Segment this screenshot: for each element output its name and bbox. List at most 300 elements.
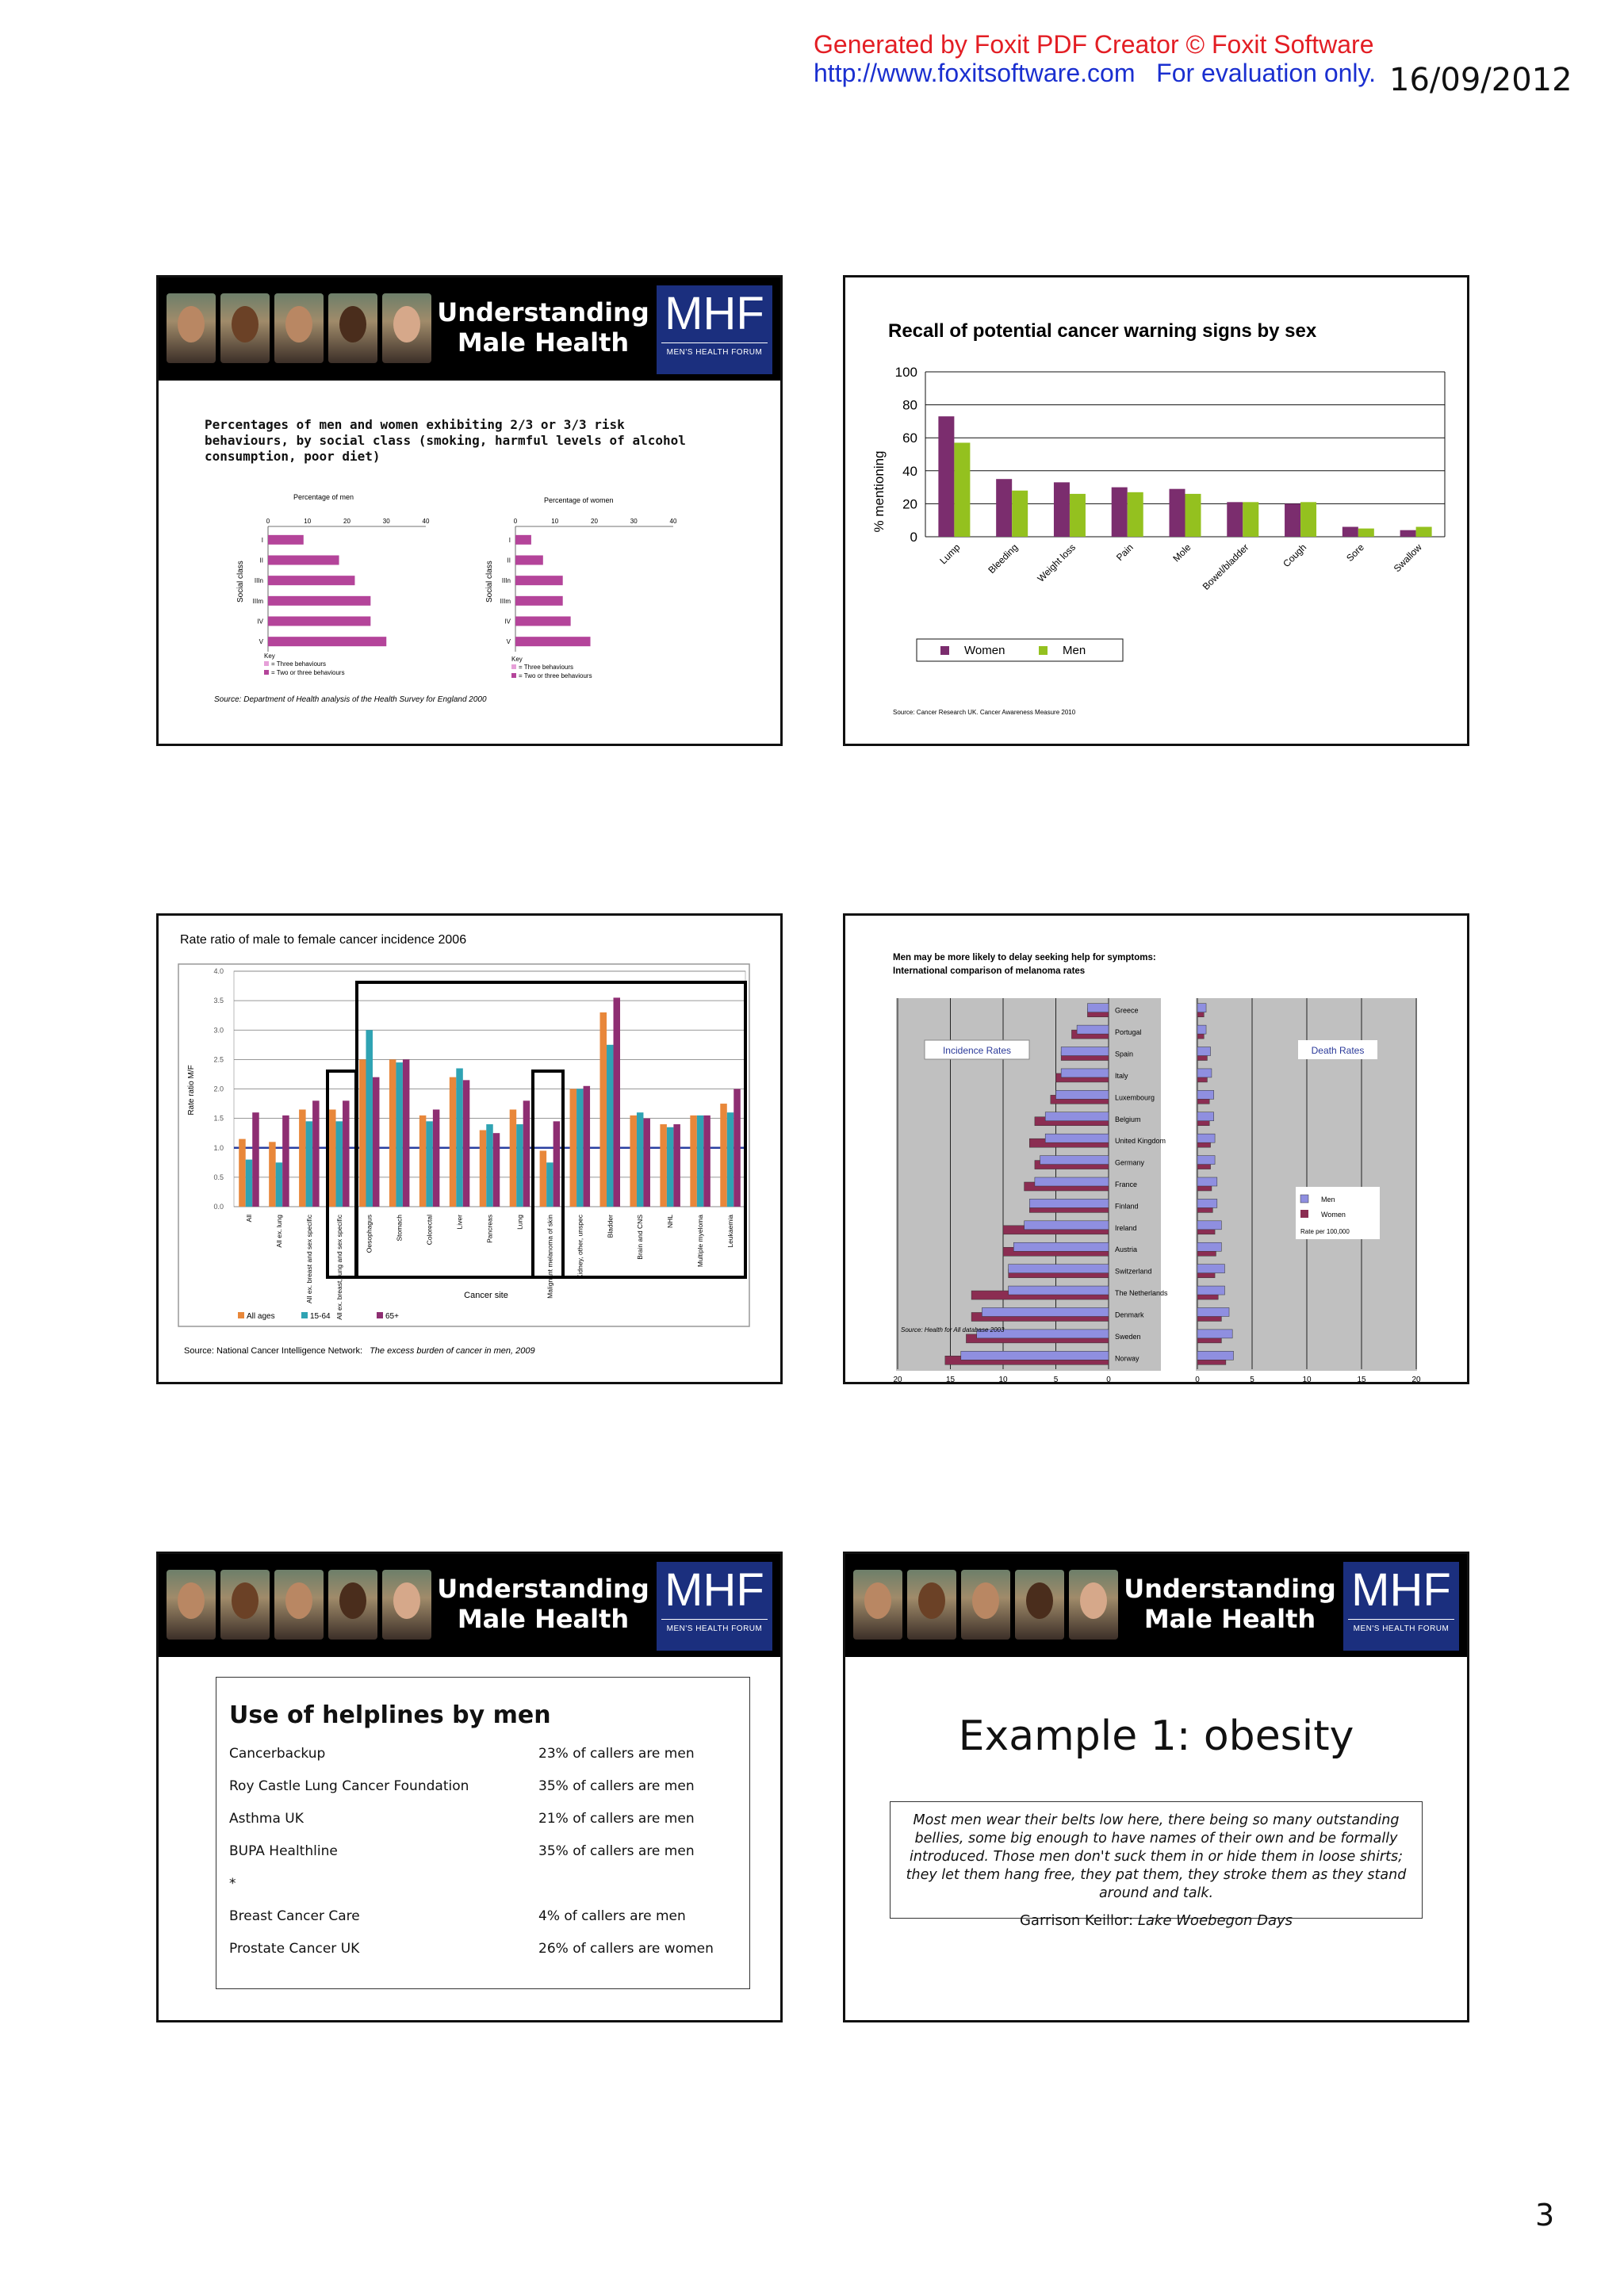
men-category-label: V bbox=[259, 638, 263, 646]
bar-all-ages bbox=[540, 1150, 547, 1207]
bar-15-64 bbox=[456, 1069, 463, 1207]
women-x-tick: 30 bbox=[630, 518, 638, 525]
bar-65- bbox=[523, 1100, 530, 1207]
incidence-bar-men bbox=[961, 1351, 1109, 1360]
x-axis-label: Cancer site bbox=[464, 1291, 508, 1300]
men-bar bbox=[268, 576, 354, 585]
country-label: United Kingdom bbox=[1115, 1137, 1166, 1146]
helpline-name: * bbox=[229, 1876, 236, 1892]
portrait-image bbox=[853, 1570, 902, 1640]
y-axis-label: % mentioning bbox=[871, 450, 887, 533]
y-tick-label: 0.0 bbox=[213, 1203, 224, 1211]
death-bar-men bbox=[1197, 1177, 1217, 1186]
incidence-bar-men bbox=[1045, 1134, 1109, 1142]
bar-15-64 bbox=[336, 1121, 343, 1207]
bar-men bbox=[954, 442, 970, 537]
bar-65- bbox=[433, 1109, 440, 1207]
death-bar-men bbox=[1197, 1156, 1215, 1165]
chart-title: Recall of potential cancer warning signs by sex bbox=[888, 320, 1317, 342]
death-bar-men bbox=[1197, 1004, 1206, 1012]
incidence-bar-men bbox=[1061, 1047, 1109, 1056]
slide-banner bbox=[845, 1554, 1467, 1657]
death-bar-men bbox=[1197, 1199, 1217, 1207]
slide-heading: Example 1: obesity bbox=[958, 1712, 1354, 1760]
table-row bbox=[229, 1778, 745, 1811]
legend-swatch-men bbox=[1300, 1195, 1308, 1203]
women-category-label: IV bbox=[504, 618, 511, 626]
page-number: 3 bbox=[1535, 2198, 1555, 2233]
x-tick-label: 5 bbox=[1250, 1376, 1254, 1384]
y-tick-label: 80 bbox=[902, 397, 917, 413]
women-category-label: I bbox=[508, 536, 511, 544]
bar-65- bbox=[463, 1080, 470, 1207]
legend-men: Men bbox=[1063, 644, 1086, 657]
bar-men bbox=[1070, 494, 1086, 537]
bar-65- bbox=[373, 1077, 380, 1207]
country-label: Denmark bbox=[1115, 1311, 1144, 1319]
incidence-label: Incidence Rates bbox=[942, 1045, 1012, 1056]
legend-swatch bbox=[238, 1312, 244, 1318]
y-tick-label: 4.0 bbox=[213, 967, 224, 975]
key-two-swatch bbox=[264, 670, 269, 675]
men-bar bbox=[268, 556, 339, 565]
table-row bbox=[229, 1746, 745, 1778]
women-bar bbox=[515, 576, 563, 585]
bar-65- bbox=[584, 1086, 591, 1207]
women-bar bbox=[515, 556, 543, 565]
bar-women bbox=[1170, 489, 1185, 537]
death-bar-men bbox=[1197, 1047, 1211, 1056]
x-tick-label: Stomach bbox=[395, 1215, 404, 1242]
incidence-bar-men bbox=[1087, 1004, 1109, 1012]
men-category-label: I bbox=[261, 536, 263, 544]
quote-box bbox=[890, 1801, 1423, 1929]
legend-65plus: 65+ bbox=[385, 1312, 399, 1321]
helplines-heading: Use of helplines by men bbox=[229, 1701, 551, 1729]
risk-charts bbox=[159, 277, 783, 746]
bar-men bbox=[1012, 491, 1028, 537]
bar-15-64 bbox=[486, 1124, 493, 1207]
death-bar-men bbox=[1197, 1307, 1229, 1316]
bar-women bbox=[996, 479, 1012, 537]
y-tick-label: 0.5 bbox=[213, 1173, 224, 1181]
legend-swatch bbox=[377, 1312, 383, 1318]
bar-15-64 bbox=[516, 1124, 523, 1207]
helpline-value: 23% of callers are men bbox=[538, 1746, 695, 1762]
death-bar-men bbox=[1197, 1265, 1225, 1273]
portrait-image bbox=[220, 1570, 270, 1640]
bar-men bbox=[1358, 529, 1374, 537]
slide-melanoma bbox=[843, 913, 1469, 1384]
women-category-label: V bbox=[506, 638, 511, 646]
country-label: Austria bbox=[1115, 1246, 1138, 1254]
slide-source: Source: National Cancer Intelligence Network: The excess burden of cancer in men, 2009 bbox=[184, 1346, 535, 1356]
men-category-label: II bbox=[259, 557, 263, 564]
x-tick-label: Bladder bbox=[606, 1215, 615, 1238]
bar-15-64 bbox=[697, 1115, 704, 1207]
men-bar bbox=[268, 617, 370, 626]
quote-text: Most men wear their belts low here, there being so many outstanding bellies, some big enough to have names of their own and be formally introduced. Those men don't suck them in or hide them in loose shirts; they let them hang free, they pat them, they stroke them as they stand around and talk. bbox=[906, 1812, 1407, 1901]
men-bar bbox=[268, 596, 370, 606]
y-tick-label: 3.0 bbox=[213, 1026, 224, 1035]
men-x-tick: 0 bbox=[266, 518, 270, 525]
x-tick-label: NHL bbox=[666, 1215, 675, 1229]
slide-warning-signs bbox=[843, 275, 1469, 746]
bar-all-ages bbox=[450, 1077, 457, 1207]
bar-all-ages bbox=[510, 1109, 517, 1207]
portrait-image bbox=[167, 1570, 216, 1640]
women-bar bbox=[515, 637, 591, 646]
bar-65- bbox=[403, 1059, 410, 1207]
bar-men bbox=[1243, 502, 1258, 537]
mhf-logo: MHF MEN'S HEALTH FORUM bbox=[1343, 1562, 1459, 1651]
helpline-value: 26% of callers are women bbox=[538, 1941, 714, 1957]
table-row bbox=[229, 1941, 745, 1973]
country-label: Portugal bbox=[1115, 1028, 1142, 1037]
portrait-strip bbox=[853, 1570, 1118, 1640]
bar-15-64 bbox=[396, 1062, 403, 1207]
bar-15-64 bbox=[637, 1112, 644, 1207]
portrait-strip bbox=[167, 1570, 431, 1640]
y-tick-label: 2.5 bbox=[213, 1055, 224, 1064]
key-three-swatch bbox=[264, 661, 269, 666]
legend-swatch-women bbox=[940, 646, 949, 655]
helpline-name: Breast Cancer Care bbox=[229, 1908, 360, 1924]
country-label: Sweden bbox=[1115, 1332, 1141, 1341]
chart-title-line2: International comparison of melanoma rates bbox=[893, 966, 1086, 976]
x-tick-label: Lump bbox=[937, 541, 963, 567]
helpline-name: Prostate Cancer UK bbox=[229, 1941, 360, 1957]
legend-swatch-men bbox=[1039, 646, 1048, 655]
slide-source: Source: Health for All database 2003 bbox=[901, 1326, 1005, 1334]
women-category-label: II bbox=[507, 557, 511, 564]
country-label: Norway bbox=[1115, 1354, 1139, 1363]
men-chart-title: Percentage of men bbox=[293, 493, 354, 501]
mhf-logo: MHF MEN'S HEALTH FORUM bbox=[657, 285, 772, 374]
bar-all-ages bbox=[480, 1130, 487, 1207]
watermark-line1: Generated by Foxit PDF Creator © Foxit Software bbox=[814, 30, 1374, 59]
page-date: 16/09/2012 bbox=[1389, 62, 1572, 98]
x-tick-label: 0 bbox=[1106, 1376, 1111, 1384]
women-category-label: IIIn bbox=[501, 577, 511, 585]
bar-65- bbox=[252, 1112, 259, 1207]
death-bar-men bbox=[1197, 1069, 1212, 1077]
bar-women bbox=[1227, 502, 1243, 537]
women-x-tick: 10 bbox=[551, 518, 559, 525]
portrait-image bbox=[1015, 1570, 1064, 1640]
death-bar-men bbox=[1197, 1286, 1225, 1295]
bar-65- bbox=[343, 1100, 350, 1207]
bar-65- bbox=[703, 1115, 710, 1207]
helpline-value: 4% of callers are men bbox=[538, 1908, 686, 1924]
women-bar bbox=[515, 617, 571, 626]
quote-attribution bbox=[902, 1912, 1411, 1929]
portrait-image bbox=[1069, 1570, 1118, 1640]
men-category-label: IIIm bbox=[252, 597, 263, 605]
x-tick-label: 0 bbox=[1195, 1376, 1200, 1384]
women-bar bbox=[515, 535, 531, 545]
rate-label: Rate per 100,000 bbox=[1300, 1228, 1350, 1235]
death-bar-men bbox=[1197, 1134, 1215, 1142]
helplines-box bbox=[216, 1677, 750, 1989]
chart-title-line1: Men may be more likely to delay seeking help for symptoms: bbox=[893, 953, 1156, 962]
x-tick-label: 10 bbox=[1302, 1376, 1312, 1384]
country-label: Spain bbox=[1115, 1050, 1134, 1058]
men-bar bbox=[268, 637, 386, 646]
x-tick-label: Pain bbox=[1113, 541, 1136, 564]
country-label: The Netherlands bbox=[1115, 1289, 1168, 1298]
legend-women: Women bbox=[1321, 1211, 1346, 1219]
country-label: Finland bbox=[1115, 1202, 1139, 1211]
incidence-bar-men bbox=[1061, 1069, 1109, 1077]
x-tick-label: Malignant melanoma of skin bbox=[546, 1215, 554, 1299]
bar-men bbox=[1300, 502, 1316, 537]
y-tick-label: 3.5 bbox=[213, 997, 224, 1005]
incidence-bar-men bbox=[982, 1307, 1109, 1316]
incidence-bar-men bbox=[1035, 1177, 1109, 1186]
bar-15-64 bbox=[576, 1089, 584, 1207]
y-tick-label: 1.5 bbox=[213, 1114, 224, 1123]
bar-65- bbox=[614, 997, 621, 1207]
x-tick-label: All ex. breast and sex specific bbox=[304, 1215, 313, 1303]
bar-all-ages bbox=[720, 1104, 727, 1207]
death-bar-men bbox=[1197, 1351, 1234, 1360]
country-label: Greece bbox=[1115, 1006, 1139, 1015]
y-axis-label: Rate ratio M/F bbox=[187, 1065, 196, 1115]
portrait-image bbox=[328, 1570, 377, 1640]
incidence-bar-men bbox=[1013, 1242, 1109, 1251]
men-bar bbox=[268, 535, 304, 545]
legend-swatch-women bbox=[1300, 1210, 1308, 1218]
helpline-name: Asthma UK bbox=[229, 1811, 304, 1827]
bar-women bbox=[1342, 527, 1358, 537]
x-tick-label: Bowel/bladder bbox=[1200, 541, 1251, 592]
melanoma-chart bbox=[845, 916, 1469, 1384]
slide-source: Source: Cancer Research UK. Cancer Awareness Measure 2010 bbox=[893, 709, 1076, 716]
x-tick-label: 20 bbox=[1411, 1376, 1421, 1384]
x-tick-label: 10 bbox=[998, 1376, 1008, 1384]
helpline-name: Cancerbackup bbox=[229, 1746, 326, 1762]
incidence-bar-men bbox=[1045, 1112, 1109, 1121]
bar-65- bbox=[312, 1100, 320, 1207]
bar-15-64 bbox=[366, 1030, 373, 1207]
x-tick-label: Multiple myeloma bbox=[696, 1215, 705, 1268]
men-x-tick: 40 bbox=[422, 518, 430, 525]
death-bar-men bbox=[1197, 1090, 1214, 1099]
banner-title: Understanding Male Health bbox=[437, 1574, 649, 1634]
legend-men: Men bbox=[1321, 1196, 1335, 1203]
bar-65- bbox=[553, 1121, 561, 1207]
bar-15-64 bbox=[667, 1127, 674, 1207]
chart-title: Rate ratio of male to female cancer incidence 2006 bbox=[180, 933, 467, 947]
warning-signs-chart bbox=[845, 277, 1469, 746]
men-x-tick: 10 bbox=[304, 518, 312, 525]
men-key-three: = Three behaviours bbox=[271, 660, 327, 668]
incidence-bar-men bbox=[1029, 1199, 1109, 1207]
legend-all-ages: All ages bbox=[247, 1312, 275, 1321]
death-bar-men bbox=[1197, 1330, 1232, 1338]
country-label: Ireland bbox=[1115, 1223, 1137, 1232]
x-tick-label: Colorectal bbox=[425, 1215, 434, 1246]
bar-women bbox=[1285, 503, 1300, 537]
legend-women: Women bbox=[964, 644, 1005, 657]
country-label: Belgium bbox=[1115, 1115, 1141, 1123]
portrait-image bbox=[382, 1570, 431, 1640]
x-tick-label: Pancreas bbox=[485, 1215, 494, 1243]
y-tick-label: 0 bbox=[910, 530, 917, 545]
bar-all-ages bbox=[690, 1115, 697, 1207]
bar-all-ages bbox=[660, 1124, 667, 1207]
men-x-tick: 30 bbox=[382, 518, 390, 525]
key-two-swatch bbox=[511, 673, 516, 678]
death-bar-men bbox=[1197, 1112, 1214, 1121]
x-tick-label: Sore bbox=[1344, 541, 1366, 564]
death-bar-men bbox=[1197, 1221, 1221, 1230]
bar-65- bbox=[643, 1119, 650, 1207]
bar-all-ages bbox=[419, 1115, 427, 1207]
men-axis-label: Social class bbox=[236, 561, 245, 603]
x-tick-label: Swallow bbox=[1391, 541, 1424, 575]
bar-all-ages bbox=[630, 1115, 637, 1207]
x-tick-label: 20 bbox=[893, 1376, 902, 1384]
x-tick-label: Lung bbox=[515, 1215, 524, 1230]
men-key-title: Key bbox=[264, 652, 275, 660]
bar-15-64 bbox=[246, 1160, 253, 1207]
men-key-two: = Two or three behaviours bbox=[271, 669, 345, 676]
bar-65- bbox=[493, 1133, 500, 1207]
portrait-image bbox=[907, 1570, 956, 1640]
women-x-tick: 40 bbox=[669, 518, 677, 525]
bar-men bbox=[1128, 492, 1143, 537]
watermark-url[interactable]: http://www.foxitsoftware.com bbox=[814, 59, 1136, 87]
incidence-bar-men bbox=[1025, 1221, 1109, 1230]
death-bar-men bbox=[1197, 1025, 1206, 1034]
x-tick-label: All ex. lung bbox=[274, 1215, 283, 1248]
women-x-tick: 0 bbox=[513, 518, 518, 525]
bar-women bbox=[1054, 482, 1070, 537]
bar-all-ages bbox=[570, 1089, 577, 1207]
country-label: Germany bbox=[1115, 1158, 1145, 1167]
death-label: Death Rates bbox=[1311, 1045, 1365, 1056]
slide-title: Percentages of men and women exhibiting 2/3 or 3/3 risk behaviours, by social class (smoking, harmful levels of alcohol consumption, poor diet) bbox=[205, 417, 686, 464]
slide-banner bbox=[159, 1554, 780, 1657]
bar-15-64 bbox=[426, 1121, 433, 1207]
x-tick-label: Weight loss bbox=[1035, 541, 1078, 584]
x-tick-label: Oesophagus bbox=[365, 1215, 373, 1253]
bar-all-ages bbox=[299, 1109, 306, 1207]
slide-risk-behaviours bbox=[156, 275, 783, 746]
bar-15-64 bbox=[607, 1045, 614, 1207]
bar-65- bbox=[733, 1089, 741, 1207]
bar-women bbox=[1400, 530, 1416, 537]
watermark-note: For evaluation only. bbox=[1156, 59, 1377, 87]
helplines-table bbox=[229, 1746, 745, 1973]
men-category-label: IV bbox=[257, 618, 263, 626]
men-x-tick: 20 bbox=[343, 518, 350, 525]
helpline-name: Roy Castle Lung Cancer Foundation bbox=[229, 1778, 469, 1794]
slide-incidence-ratio bbox=[156, 913, 783, 1384]
bar-all-ages bbox=[600, 1012, 607, 1207]
bar-15-64 bbox=[546, 1162, 553, 1207]
y-tick-label: 100 bbox=[894, 365, 917, 380]
incidence-bar-men bbox=[1077, 1025, 1109, 1034]
incidence-ratio-chart bbox=[159, 916, 783, 1384]
bar-women bbox=[1112, 488, 1128, 537]
legend-swatch bbox=[301, 1312, 308, 1318]
bar-65- bbox=[282, 1115, 289, 1207]
legend-15-64: 15-64 bbox=[310, 1312, 331, 1321]
x-tick-label: Mole bbox=[1170, 541, 1193, 564]
x-tick-label: Kidney, other, unspec bbox=[576, 1215, 584, 1280]
key-three-swatch bbox=[511, 664, 516, 669]
bar-men bbox=[1185, 494, 1201, 537]
bar-all-ages bbox=[329, 1109, 336, 1207]
women-category-label: IIIm bbox=[500, 597, 511, 605]
x-tick-label: Cough bbox=[1281, 541, 1309, 570]
women-x-tick: 20 bbox=[591, 518, 598, 525]
helpline-name: BUPA Healthline bbox=[229, 1843, 338, 1859]
y-tick-label: 60 bbox=[902, 430, 917, 446]
x-tick-label: All ex. breast, lung and sex specific bbox=[335, 1215, 343, 1320]
bar-all-ages bbox=[239, 1139, 246, 1207]
women-key-two: = Two or three behaviours bbox=[519, 672, 592, 679]
y-tick-label: 1.0 bbox=[213, 1143, 224, 1152]
incidence-bar-men bbox=[1040, 1156, 1109, 1165]
x-tick-label: Liver bbox=[455, 1215, 464, 1230]
portrait-image bbox=[274, 1570, 324, 1640]
death-bar-men bbox=[1197, 1242, 1221, 1251]
slide-obesity bbox=[843, 1552, 1469, 2022]
table-row bbox=[229, 1843, 745, 1876]
watermark bbox=[814, 30, 1432, 87]
helpline-value: 21% of callers are men bbox=[538, 1811, 695, 1827]
bar-men bbox=[1416, 527, 1432, 537]
bar-all-ages bbox=[269, 1142, 276, 1207]
y-tick-label: 20 bbox=[902, 496, 917, 512]
bar-15-64 bbox=[276, 1162, 283, 1207]
country-label: Switzerland bbox=[1115, 1267, 1152, 1276]
x-tick-label: Bleeding bbox=[986, 541, 1021, 576]
table-row bbox=[229, 1908, 745, 1941]
women-key-title: Key bbox=[511, 656, 523, 663]
women-key-three: = Three behaviours bbox=[519, 664, 574, 671]
helpline-value: 35% of callers are men bbox=[538, 1843, 695, 1859]
x-tick-label: Leukaemia bbox=[726, 1215, 735, 1248]
banner-title: Understanding Male Health bbox=[437, 297, 649, 358]
bar-15-64 bbox=[306, 1121, 313, 1207]
x-tick-label: Brain and CNS bbox=[636, 1215, 645, 1260]
x-tick-label: 15 bbox=[1357, 1376, 1366, 1384]
portrait-image bbox=[961, 1570, 1010, 1640]
x-tick-label: 15 bbox=[945, 1376, 956, 1384]
y-tick-label: 2.0 bbox=[213, 1085, 224, 1093]
slide-source: Source: Department of Health analysis of the Health Survey for England 2000 bbox=[214, 695, 487, 704]
incidence-bar-men bbox=[1009, 1265, 1109, 1273]
x-tick-label: All bbox=[244, 1215, 253, 1223]
quote-author: Garrison Keillor: bbox=[1019, 1912, 1134, 1929]
women-axis-label: Social class bbox=[485, 561, 494, 603]
women-bar bbox=[515, 596, 563, 606]
incidence-bar-men bbox=[1056, 1090, 1109, 1099]
men-category-label: IIIn bbox=[254, 577, 263, 585]
table-row bbox=[229, 1876, 745, 1908]
country-label: Italy bbox=[1115, 1071, 1128, 1080]
bar-65- bbox=[673, 1124, 680, 1207]
helpline-value: 35% of callers are men bbox=[538, 1778, 695, 1794]
country-label: France bbox=[1115, 1181, 1138, 1188]
bar-women bbox=[938, 416, 954, 537]
x-tick-label: 5 bbox=[1053, 1376, 1059, 1384]
